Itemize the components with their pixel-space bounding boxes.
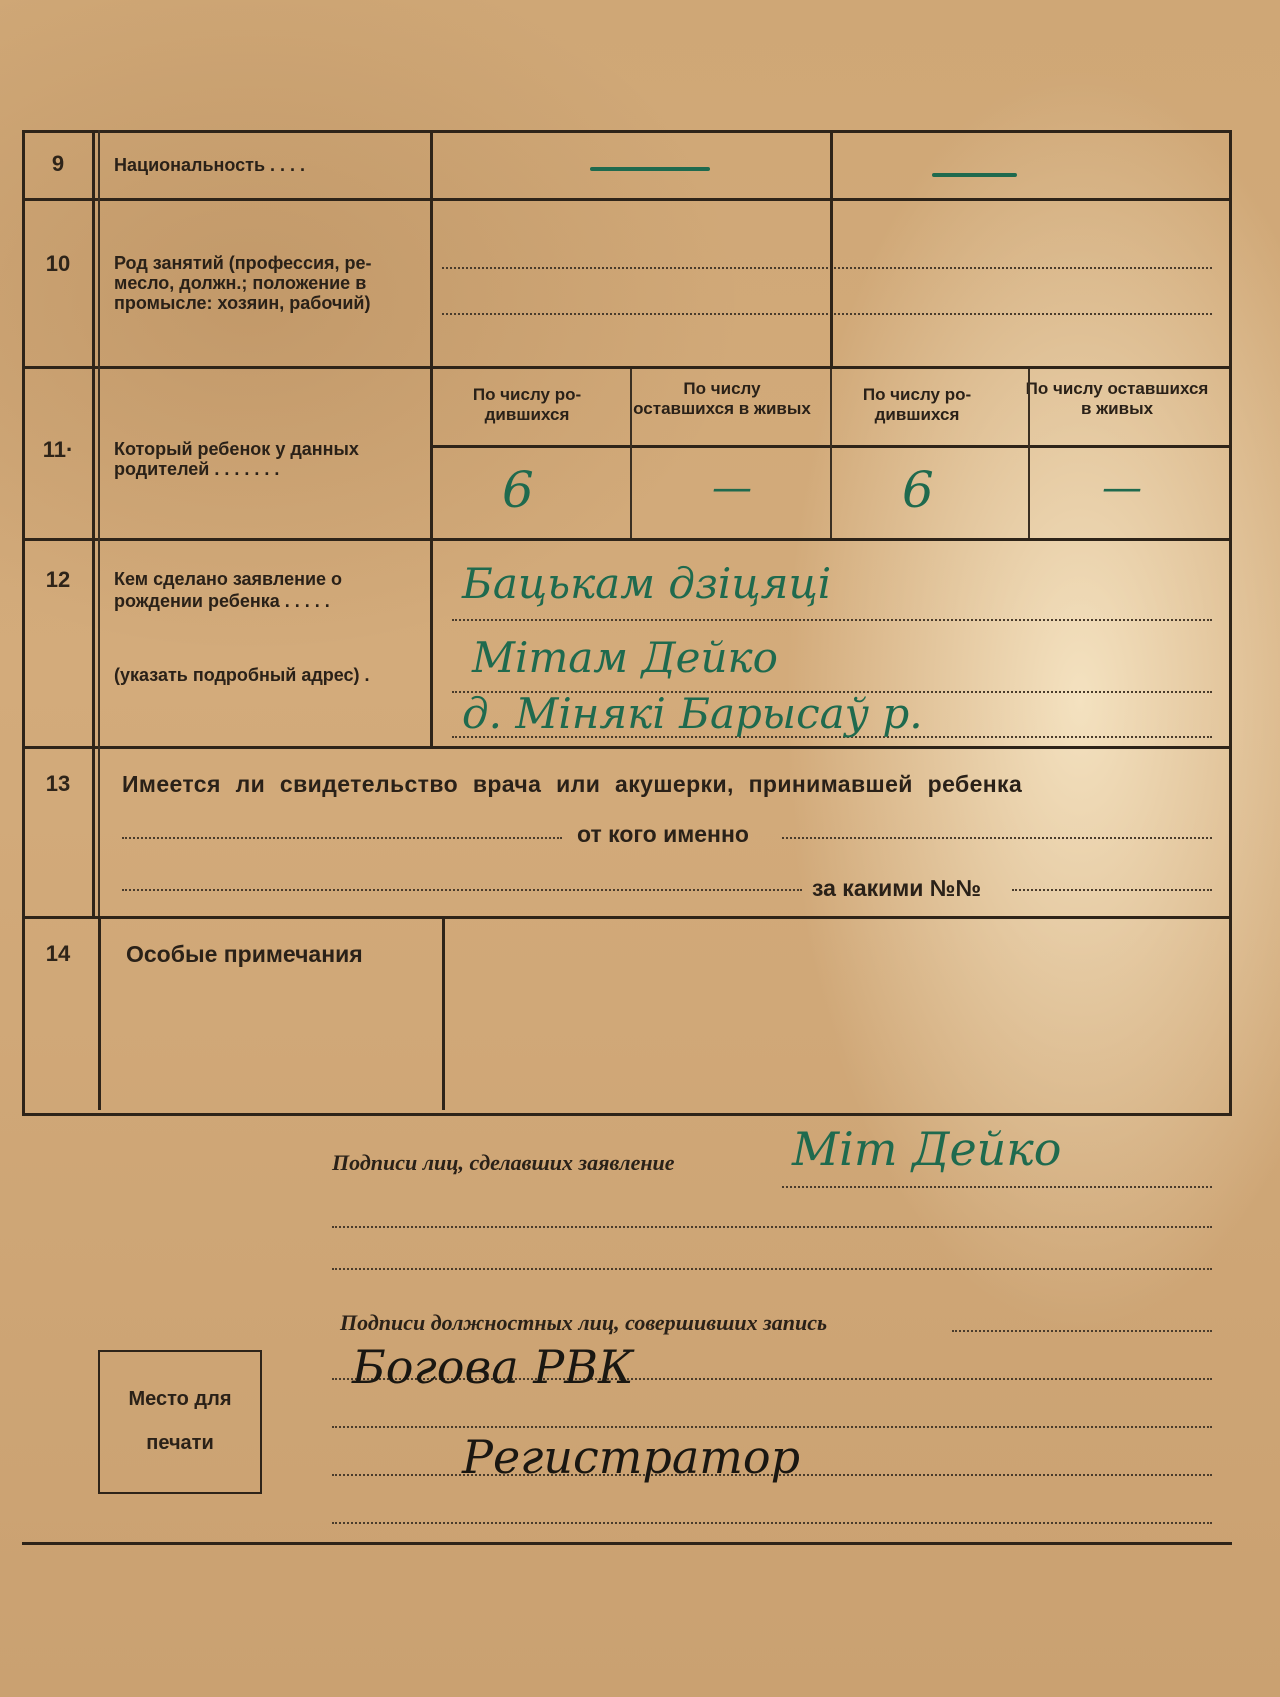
col-alive-1: По числу оставшихся в живых <box>633 379 811 418</box>
label-column-divider <box>442 916 445 1110</box>
row-number: 12 <box>45 567 71 592</box>
col-divider <box>1028 369 1030 541</box>
subheader-divider <box>432 445 1232 448</box>
form-bottom-border <box>22 1542 1232 1545</box>
row-10 <box>22 198 1232 369</box>
certificate-question: Имеется ли свидетельство врача или акушерки, принимавшей ребенка <box>122 771 1023 797</box>
occupation-line <box>442 267 1212 269</box>
signature-line <box>332 1426 1212 1428</box>
certificate-line <box>122 837 562 839</box>
applicants-signature-label: Подписи лиц, сделавших заявление <box>332 1150 675 1175</box>
row-number: 10 <box>45 251 71 276</box>
special-notes-label: Особые примечания <box>126 941 363 967</box>
col-divider <box>630 369 632 541</box>
number-column-divider-inner <box>98 130 100 916</box>
stamp-label-1: Место для <box>128 1388 232 1410</box>
declarant-handwriting-3: д. Мінякі Барысаў р. <box>462 689 923 738</box>
address-label: (указать подробный адрес) . <box>114 665 370 685</box>
mid-column-divider <box>830 130 833 366</box>
row-number: 13 <box>45 771 71 796</box>
official-signature-1: Богова РВК <box>352 1340 634 1394</box>
declarant-label-2: рождении ребенка . . . . . <box>114 591 330 611</box>
stamp-label-2: печати <box>146 1432 214 1454</box>
row-12 <box>22 538 1232 749</box>
certificate-line <box>1012 889 1212 891</box>
occupation-label-1: Род занятий (профессия, ре- <box>114 253 372 273</box>
occupation-line <box>442 313 1212 315</box>
signature-line <box>332 1226 1212 1228</box>
nationality-dash-a <box>590 167 710 171</box>
official-signature-2: Регистратор <box>462 1430 801 1484</box>
number-column-divider <box>98 916 101 1110</box>
applicant-signature: Міт Дейко <box>792 1122 1062 1176</box>
child-order-label-2: родителей . . . . . . . <box>114 459 280 479</box>
nationality-dash-b <box>932 173 1017 177</box>
signature-line <box>952 1330 1212 1332</box>
col-divider <box>830 369 832 541</box>
col-alive-2: По числу оставшихся в живых <box>1025 379 1209 418</box>
born-count-2: 6 <box>902 461 934 519</box>
row-14 <box>22 916 1232 1116</box>
alive-count-1: — <box>712 465 752 511</box>
number-column-divider <box>92 130 95 916</box>
signature-line <box>782 1186 1212 1188</box>
stamp-area <box>98 1350 262 1494</box>
certificate-line <box>782 837 1212 839</box>
alive-count-2: — <box>1102 465 1142 511</box>
nationality-label: Национальность . . . . <box>114 155 306 175</box>
table-right-border <box>1229 130 1232 1113</box>
row-13 <box>22 746 1232 919</box>
birth-record-form <box>22 130 1232 1650</box>
col-born-1: По числу ро- дившихся <box>472 385 582 424</box>
child-order-label-1: Который ребенок у данных <box>114 439 359 459</box>
col-born-2: По числу ро- дившихся <box>862 385 972 424</box>
declarant-label-1: Кем сделано заявление о <box>114 569 343 589</box>
declarant-line <box>452 619 1212 621</box>
row-11 <box>22 366 1232 541</box>
occupation-label-3: промысле: хозяин, рабочий) <box>114 293 371 313</box>
born-count-1: 6 <box>502 461 534 519</box>
certificate-line <box>122 889 802 891</box>
occupation-label-2: месло, должн.; положение в <box>114 273 367 293</box>
signature-line <box>332 1522 1212 1524</box>
numbers-label: за какими №№ <box>812 875 982 901</box>
row-number: 9 <box>51 151 65 176</box>
row-9 <box>22 130 1232 201</box>
declarant-handwriting-1: Бацькам дзіцяці <box>462 559 832 608</box>
table-left-border <box>22 130 25 1113</box>
from-whom-label: от кого именно <box>577 821 749 847</box>
label-column-divider <box>430 130 433 746</box>
officials-signature-label: Подписи должностных лиц, совершивших запись <box>340 1310 828 1335</box>
row-number: 11· <box>42 437 74 462</box>
row-number: 14 <box>45 941 71 966</box>
signature-line <box>332 1268 1212 1270</box>
declarant-handwriting-2: Мітам Дейко <box>472 633 778 682</box>
